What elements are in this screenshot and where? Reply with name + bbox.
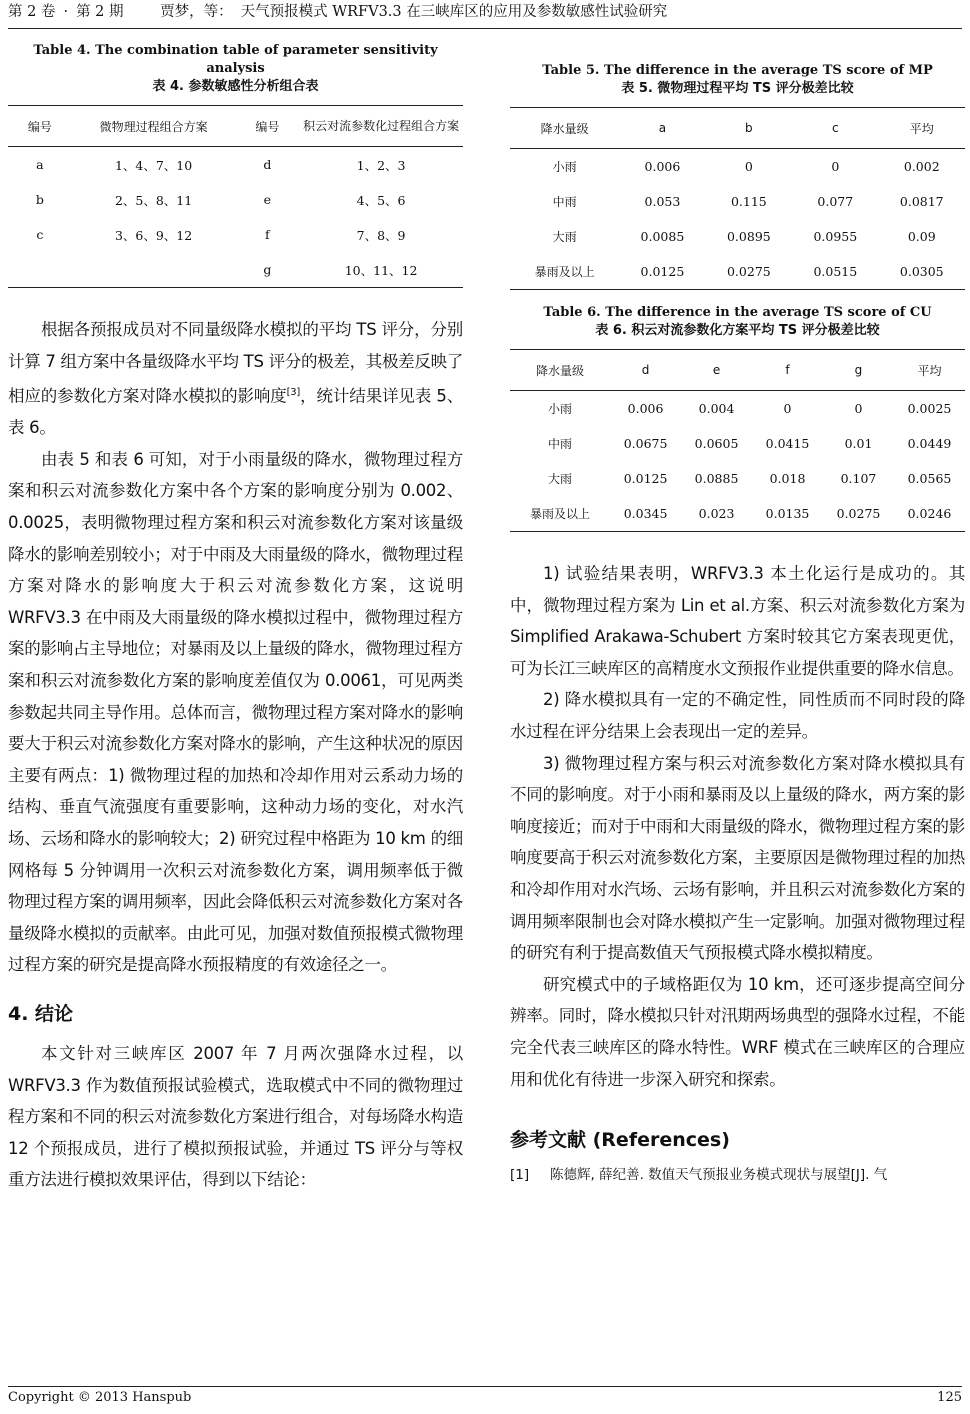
table5-header: c: [832, 121, 839, 135]
table6-caption-en: Table 6. The difference in the average TS score of CU: [543, 305, 932, 320]
table-cell: 0.002: [903, 159, 940, 174]
references-heading: 参考文献 (References): [510, 1129, 730, 1152]
table-cell: 0.0449: [907, 436, 952, 451]
table-cell: 大雨: [548, 472, 573, 486]
table4-caption-en: Table 4. The combination table of parameter sensitivity analysis: [33, 43, 438, 76]
table-cell: c: [36, 227, 44, 242]
reference-item: [510, 1164, 965, 1186]
header-issue: 第 2 期: [76, 4, 124, 20]
table-cell: 0.0415: [765, 436, 810, 451]
paragraph-analysis: 由表 5 和表 6 可知，对于小雨量级的降水，微物理过程方案和积云对流参数化方案中各个方案的影响度分别为 0.002、0.0025，表明微物理过程方案和积云对流参数化方案对该量级降水的影响差别较小；对于中雨及大雨量级的降水，微物理过程方案对降水的影响度大于积云对流参数化方案，这说明 WRFV3.3 在中雨及大雨量级的降水模拟过程中，微物理过程方案的影响占主导地位；对暴雨及以上量级的降水，微物理过程方案和积云对流参数化方案的影响度差值仅为 0.0061，可见两类参数起共同主导作用。总体而言，微物理过程方案对降水的影响要大于积云对流参数化方案对降水的影响，产生这种状况的原因主要有两点：1) 微物理过程的加热和冷却作用对云系动力场的结构、垂直气流强度有重要影响，这种动力场的变化，对水汽场、云场和降水的影响较大；2) 研究过程中格距为 10 km 的细网格每 5 分钟调用一次积云对流参数化方案，调用频率低于微物理过程方案的调用频率，因此会降低积云对流参数化方案对各量级降水模拟的贡献率。由此可见，加强对数值预报模式微物理过程方案的研究是提高降水预报精度的有效途径之一。: [8, 449, 463, 975]
table-cell: [8, 252, 72, 288]
table4-header: 积云对流参数化过程组合方案: [303, 118, 460, 133]
table-cell: 暴雨及以上: [510, 496, 610, 532]
copyright: Copyright © 2013 Hanspub: [8, 1390, 192, 1405]
table5-header: 平均: [909, 121, 934, 136]
table5-caption-zh: 表 5. 微物理过程平均 TS 评分极差比较: [621, 81, 854, 96]
table4-caption-zh: 表 4. 参数敏感性分析组合表: [152, 79, 319, 94]
table-cell: 0.0125: [623, 471, 668, 486]
table-cell: 3、6、9、12: [114, 227, 193, 243]
table-cell: 0.006: [627, 401, 664, 416]
citation-ref[interactable]: [3]: [286, 387, 300, 399]
running-header: [8, 0, 962, 29]
table-row: [8, 217, 463, 252]
table-cell: 0.0675: [623, 436, 668, 451]
paragraph-future-work: 研究模式中的子域格距仅为 10 km，还可逐步提高空间分辨率。同时，降水模拟只针对汛期两场典型的强降水过程，不能完全代表三峡库区的降水特性。WRF 模式在三峡库区的合理应用和优化有待进一步深入研究和探索。: [510, 974, 965, 1089]
table-cell: 0.0885: [694, 471, 739, 486]
header-sep: ·: [63, 4, 69, 20]
table-cell: b: [35, 192, 44, 207]
table-cell: 0.0275: [823, 496, 894, 532]
conclusion-3: 3) 微物理过程方案与积云对流参数化方案对降水模拟具有不同的影响度。对于小雨和暴雨及以上量级的降水，两方案的影响度接近；而对于中雨和大雨量级的降水，微物理过程方案的影响度要高于积云对流参数化方案，主要原因是微物理过程的加热和冷却作用对水汽场、云场有影响，并且积云对流参数化方案的调用频率限制也会对降水模拟产生一定影响。加强对微物理过程的研究有利于提高数值天气预报模式降水模拟精度。: [510, 753, 965, 963]
table6-header: 降水量级: [536, 363, 585, 378]
table-cell: 0.0895: [726, 229, 771, 244]
table-cell: 0.077: [817, 194, 854, 209]
table-row: [510, 426, 965, 461]
table5-header: 降水量级: [540, 121, 589, 136]
table-cell: 0.0605: [694, 436, 739, 451]
paragraph-text: 根据各预报成员对不同量级降水模拟的平均 TS 评分，分别计算 7 组方案中各量级降水平均 TS 评分的极差，其极差反映了相应的参数化方案对降水模拟的影响度: [8, 320, 463, 406]
table-cell: 0.023: [681, 496, 752, 532]
table6-header: g: [854, 363, 863, 377]
table-cell: g: [235, 252, 299, 288]
table6-caption-zh: 表 6. 积云对流参数化方案平均 TS 评分极差比较: [595, 323, 880, 338]
reference-number: [1]: [510, 1167, 530, 1184]
table-cell: 0.01: [844, 436, 873, 451]
table-row: [510, 219, 965, 254]
table6-header: f: [785, 363, 790, 377]
header-title: 天气预报模式 WRFV3.3 在三峡库区的应用及参数敏感性试验研究: [240, 4, 668, 20]
table5-header: a: [658, 121, 667, 135]
table-cell: 1、2、3: [356, 157, 406, 173]
table-cell: 0.053: [644, 194, 681, 209]
section-heading-conclusion: 4. 结论: [8, 1002, 74, 1025]
reference-text: 陈德辉, 薛纪善. 数值天气预报业务模式现状与展望[J]. 气: [550, 1167, 888, 1184]
table6: [510, 349, 965, 532]
header-volume: 第 2 卷: [8, 4, 56, 20]
conclusion-2: 2) 降水模拟具有一定的不确定性，同性质而不同时段的降水过程在评分结果上会表现出一定的差异。: [510, 690, 965, 741]
table-cell: 小雨: [552, 160, 577, 174]
table-row: [510, 149, 965, 185]
table5-header: b: [745, 121, 753, 135]
table-cell: 0.0135: [752, 496, 823, 532]
table-cell: 0.018: [769, 471, 806, 486]
table6-header: e: [712, 363, 721, 377]
table-cell: 0.0955: [813, 229, 858, 244]
table-cell: 0.004: [698, 401, 735, 416]
table-row: [510, 391, 965, 427]
table-row: [8, 182, 463, 217]
page-number: 125: [937, 1390, 962, 1405]
table-cell: a: [36, 157, 44, 172]
table-cell: 0.006: [644, 159, 681, 174]
table-cell: 暴雨及以上: [510, 254, 619, 290]
table-cell: 0.0515: [792, 254, 878, 290]
table-cell: 大雨: [552, 230, 577, 244]
table-cell: 0.0817: [899, 194, 944, 209]
table-cell: 小雨: [548, 402, 573, 416]
conclusion-1: 1) 试验结果表明，WRFV3.3 本土化运行是成功的。其中，微物理过程方案为 Lin et al.方案、积云对流参数化方案为 Simplified Arakawa-Schubert 方案时较其它方案表现更优，可为长江三峡库区的高精度水文预报作业提供重要的降水信息。: [510, 564, 965, 678]
table-cell: 中雨: [552, 195, 577, 209]
table6-header: 平均: [917, 363, 942, 378]
table-row: [8, 147, 463, 183]
table4-header: 编号: [27, 119, 52, 134]
table-cell: 0.0345: [610, 496, 681, 532]
table-cell: 0.0565: [907, 471, 952, 486]
table-cell: d: [263, 157, 272, 172]
table-row: [8, 252, 463, 288]
table-cell: 0.115: [730, 194, 767, 209]
paragraph-summary: 本文针对三峡库区 2007 年 7 月两次强降水过程，以 WRFV3.3 作为数值预报试验模式，选取模式中不同的微物理过程方案和不同的积云对流参数化方案进行组合，对每场降水构造 12 个预报成员，进行了模拟预报试验，并通过 TS 评分与等权重方法进行模拟效果评估，得到以下结论：: [8, 1043, 463, 1190]
table-cell: 4、5、6: [356, 192, 406, 208]
table6-header: d: [641, 363, 650, 377]
table-cell: [72, 252, 236, 288]
paragraph-text: ，统计结果详见表 5、表 6。: [8, 386, 463, 438]
table-cell: 0: [783, 401, 792, 416]
table-cell: 10、11、12: [299, 252, 463, 288]
table-cell: 0: [854, 401, 863, 416]
table4-header: 编号: [255, 119, 280, 134]
table-cell: 0: [831, 159, 840, 174]
table-row: [510, 184, 965, 219]
header-authors: 贾梦，等：: [160, 4, 233, 20]
page-footer: [8, 1386, 962, 1411]
table5-caption-en: Table 5. The difference in the average TS score of MP: [542, 63, 933, 78]
table-row: [510, 496, 965, 532]
table-cell: 0.0305: [879, 254, 965, 290]
table-cell: 1、4、7、10: [114, 157, 193, 173]
table-cell: 2、5、8、11: [114, 192, 193, 208]
table-cell: 0.0085: [640, 229, 685, 244]
table4-header: 微物理过程组合方案: [99, 119, 208, 134]
table5: [510, 107, 965, 290]
paragraph-ts-score: [8, 314, 463, 444]
table-cell: 0.09: [907, 229, 936, 244]
table-cell: 0.0246: [894, 496, 965, 532]
table-row: [510, 254, 965, 290]
table-cell: 0.107: [840, 471, 877, 486]
table-cell: 0.0275: [706, 254, 792, 290]
table-cell: 0.0025: [907, 401, 952, 416]
table-cell: 0.0125: [619, 254, 705, 290]
table-cell: f: [265, 227, 270, 242]
table-row: [510, 461, 965, 496]
left-column: [8, 42, 463, 1196]
table4: [8, 105, 463, 288]
table-cell: 7、8、9: [356, 227, 406, 243]
table-cell: 0: [744, 159, 753, 174]
table-cell: 中雨: [548, 437, 573, 451]
table-cell: e: [263, 192, 272, 207]
right-column: [510, 42, 965, 1186]
